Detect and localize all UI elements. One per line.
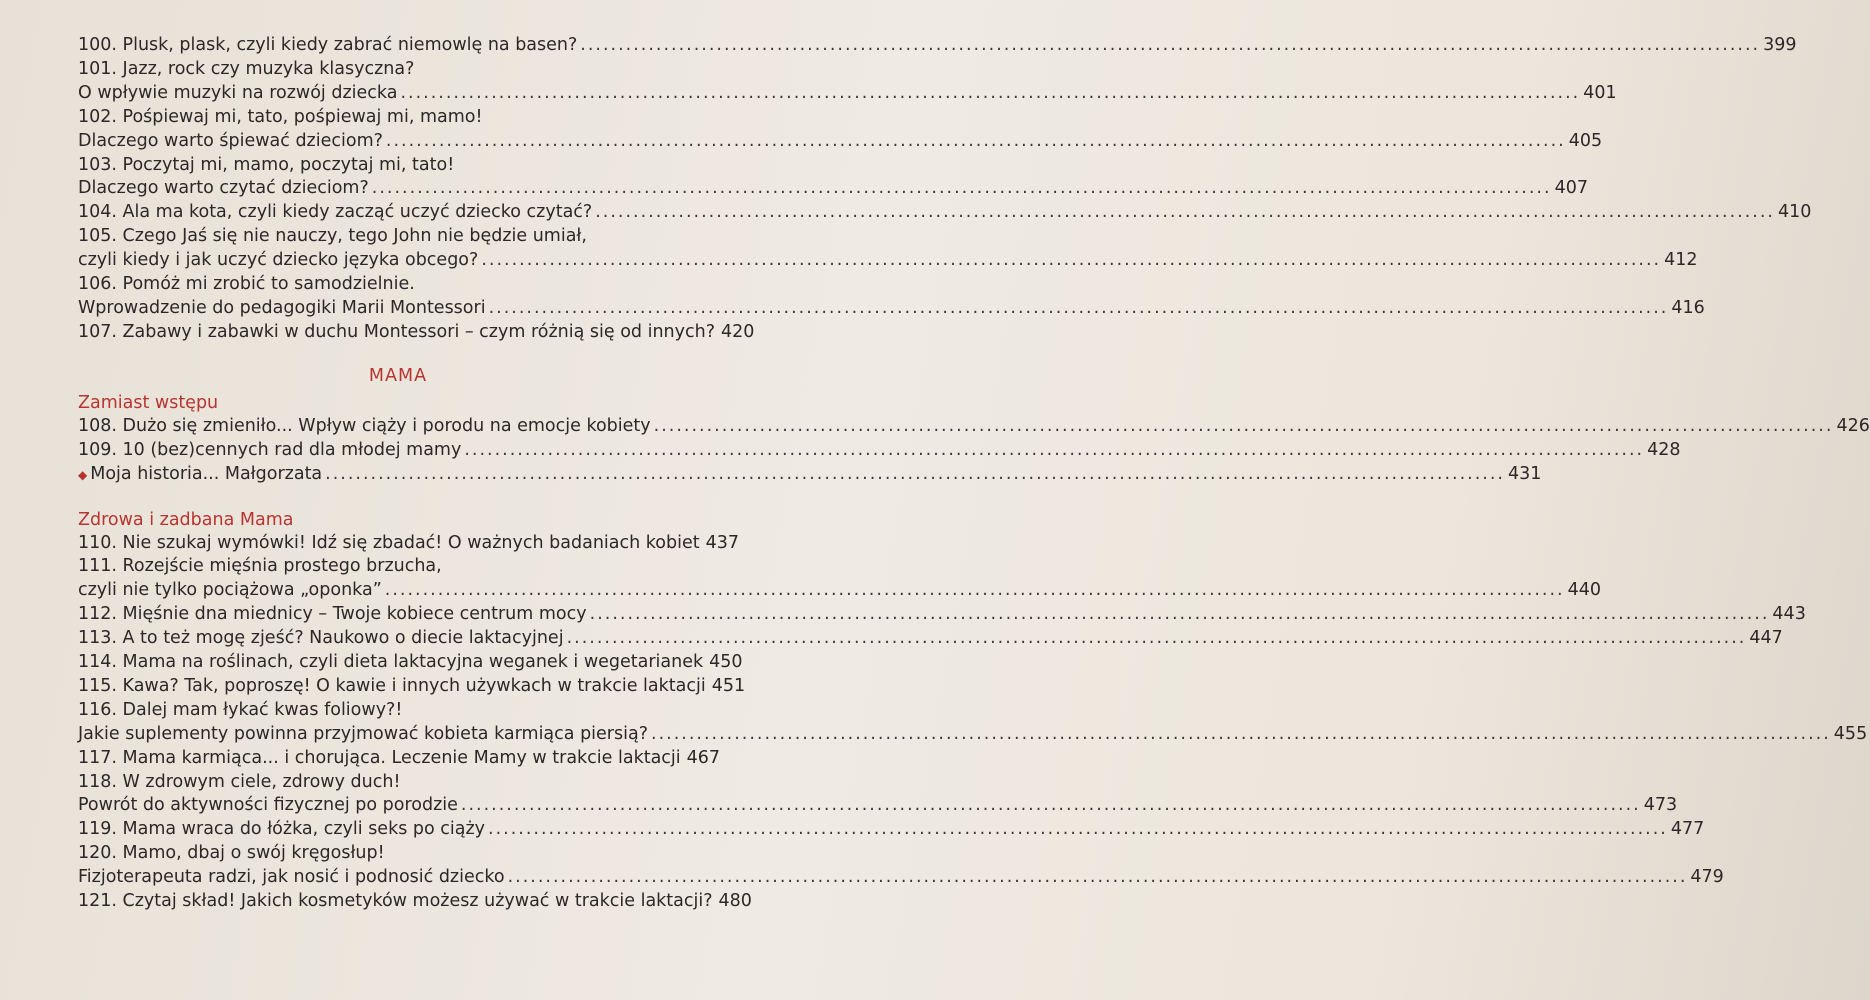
dot-leader (654, 415, 1834, 439)
toc-entry-title: Powrót do aktywności fizycznej po porodzie (78, 795, 458, 816)
dot-leader (508, 866, 1688, 890)
toc-entry-title: 102. Pośpiewaj mi, tato, pośpiewaj mi, mamo! (78, 106, 483, 127)
toc-page-number: 451 (711, 675, 746, 696)
toc-entry (78, 603, 1806, 627)
toc-page-number: 479 (1690, 867, 1724, 888)
toc-page-number: 410 (1778, 202, 1812, 223)
toc-entry (78, 321, 755, 345)
toc-entry-title: O wpływie muzyki na rozwój dziecka (78, 82, 398, 103)
toc-page-number: 477 (1670, 819, 1705, 840)
toc-entry (78, 415, 1870, 439)
dot-leader (481, 249, 1661, 273)
dot-leader (372, 177, 1552, 201)
toc-entry-title: 106. Pomóż mi zrobić to samodzielnie. (78, 274, 415, 295)
toc-entry-title: czyli nie tylko pociążowa „oponka” (78, 580, 382, 601)
toc-entry-title: 111. Rozejście mięśnia prostego brzucha, (78, 556, 442, 577)
toc-entry (78, 439, 1681, 463)
toc-page-number: 455 (1833, 723, 1868, 744)
toc-entry (78, 579, 1601, 603)
toc-page-number: 467 (686, 747, 721, 768)
toc-page-number: 473 (1643, 795, 1678, 816)
toc-entry-title: Dlaczego warto śpiewać dzieciom? (78, 130, 383, 151)
toc-page-number: 450 (709, 652, 743, 673)
toc-page-number: 405 (1568, 130, 1603, 151)
dot-leader (461, 794, 1641, 818)
toc-entry (78, 651, 743, 675)
dot-leader (567, 627, 1747, 651)
toc-entry (78, 747, 721, 771)
toc-page-number: 440 (1567, 580, 1601, 601)
toc-entry (78, 130, 1603, 154)
toc-entry (78, 675, 746, 699)
toc-entry-title: Wprowadzenie do pedagogiki Marii Montessori (78, 297, 486, 318)
toc-entry (78, 297, 1705, 321)
toc-page-number: 412 (1664, 250, 1698, 271)
dot-leader (488, 818, 1668, 842)
dot-leader (400, 82, 1580, 106)
toc-entry (78, 225, 718, 249)
toc-entry (78, 82, 1617, 106)
toc-entry-title: 110. Nie szukaj wymówki! Idź się zbadać! O ważnych badaniach kobiet (78, 532, 700, 553)
toc-entry-title: 114. Mama na roślinach, czyli dieta laktacyjna weganek i wegetarianek (78, 652, 704, 673)
toc-entry (78, 34, 1797, 58)
toc-entry-title: 118. W zdrowym ciele, zdrowy duch! (78, 771, 401, 792)
toc-page-number: 399 (1763, 35, 1797, 55)
toc-entry (78, 866, 1724, 890)
section-title: MAMA (368, 365, 428, 386)
toc-page-number: 447 (1749, 628, 1783, 649)
dot-leader (651, 723, 1831, 747)
toc-page-number: 426 (1836, 415, 1870, 436)
toc-entry (78, 771, 718, 795)
toc-entry (78, 532, 739, 556)
toc-entry-title: 101. Jazz, rock czy muzyka klasyczna? (78, 58, 415, 79)
toc-entry (78, 201, 1812, 225)
toc-entry (78, 723, 1868, 747)
toc-page-number: 420 (721, 321, 755, 342)
dot-leader (385, 579, 1565, 603)
toc-page-number: 428 (1647, 439, 1681, 460)
toc-entry-title: 109. 10 (bez)cennych rad dla młodej mamy (78, 439, 462, 460)
toc-page-number: 416 (1671, 297, 1705, 318)
toc-group-intro (78, 415, 1870, 488)
toc-page-number: 401 (1583, 82, 1617, 103)
toc-entry-title: 105. Czego Jaś się nie nauczy, tego John nie będzie umiał, (78, 226, 587, 247)
toc-entry-title: Fizjoterapeuta radzi, jak nosić i podnosić dziecko (78, 867, 505, 888)
toc-entry (78, 463, 1542, 488)
toc-entry (78, 794, 1678, 818)
toc-entry-title: czyli kiedy i jak uczyć dziecko języka obcego? (78, 250, 479, 271)
toc-page-number: 407 (1554, 178, 1588, 199)
toc-page (78, 34, 1870, 914)
toc-entry (78, 154, 718, 178)
toc-entry (78, 106, 718, 130)
toc-entry (78, 890, 752, 914)
toc-entry-title: Jakie suplementy powinna przyjmować kobieta karmiąca piersią? (78, 723, 648, 744)
toc-entry (78, 555, 718, 579)
toc-entry-title: 103. Poczytaj mi, mamo, poczytaj mi, tato! (78, 154, 455, 175)
subsection-title-health: Zdrowa i zadbana Mama (78, 509, 294, 530)
toc-entry-title: 121. Czytaj skład! Jakich kosmetyków możesz używać w trakcie laktacji? (78, 891, 713, 912)
toc-page-number: 443 (1772, 604, 1806, 625)
toc-entry (78, 249, 1698, 273)
toc-entry (78, 58, 718, 82)
toc-page-number: 431 (1507, 463, 1542, 484)
dot-leader (580, 34, 1760, 58)
toc-entry-title: 116. Dalej mam łykać kwas foliowy?! (78, 699, 403, 720)
dot-leader (325, 463, 1505, 487)
toc-entry-title: 120. Mamo, dbaj o swój kręgosłup! (78, 843, 385, 864)
toc-entry (78, 627, 1783, 651)
toc-entry-title: Dlaczego warto czytać dzieciom? (78, 178, 369, 199)
toc-entry-title: 117. Mama karmiąca... i chorująca. Leczenie Mamy w trakcie laktacji (78, 747, 681, 768)
toc-page-number: 437 (705, 532, 739, 553)
dot-leader (489, 297, 1669, 321)
toc-entry (78, 273, 718, 297)
diamond-bullet-icon: ◆ (78, 467, 88, 482)
toc-entry (78, 177, 1588, 201)
dot-leader (386, 130, 1566, 154)
toc-entry-title: 112. Mięśnie dna miednicy – Twoje kobiece centrum mocy (78, 604, 587, 625)
dot-leader (590, 603, 1770, 627)
toc-group-health (78, 532, 1868, 915)
toc-entry-title: 104. Ala ma kota, czyli kiedy zacząć uczyć dziecko czytać? (78, 202, 593, 223)
dot-leader (464, 439, 1644, 463)
toc-entry-title: 100. Plusk, plask, czyli kiedy zabrać niemowlę na basen? (78, 35, 578, 55)
toc-entry-title: 115. Kawa? Tak, poproszę! O kawie i innych używkach w trakcie laktacji (78, 675, 706, 696)
toc-entry (78, 842, 718, 866)
toc-entry (78, 818, 1705, 842)
toc-entry (78, 699, 718, 723)
toc-entry-title: 113. A to też mogę zjeść? Naukowo o diecie laktacyjnej (78, 628, 564, 649)
toc-page-number: 480 (718, 891, 752, 912)
toc-entry-title: 108. Dużo się zmieniło... Wpływ ciąży i porodu na emocje kobiety (78, 415, 651, 436)
toc-group-parenting (78, 34, 1812, 345)
toc-entry-title: Moja historia... Małgorzata (90, 463, 323, 484)
subsection-title-intro: Zamiast wstępu (78, 392, 219, 413)
toc-entry-title: 119. Mama wraca do łóżka, czyli seks po ciąży (78, 819, 486, 840)
toc-entry-title: 107. Zabawy i zabawki w duchu Montessori – czym różnią się od innych? (78, 321, 715, 342)
dot-leader (595, 201, 1775, 225)
